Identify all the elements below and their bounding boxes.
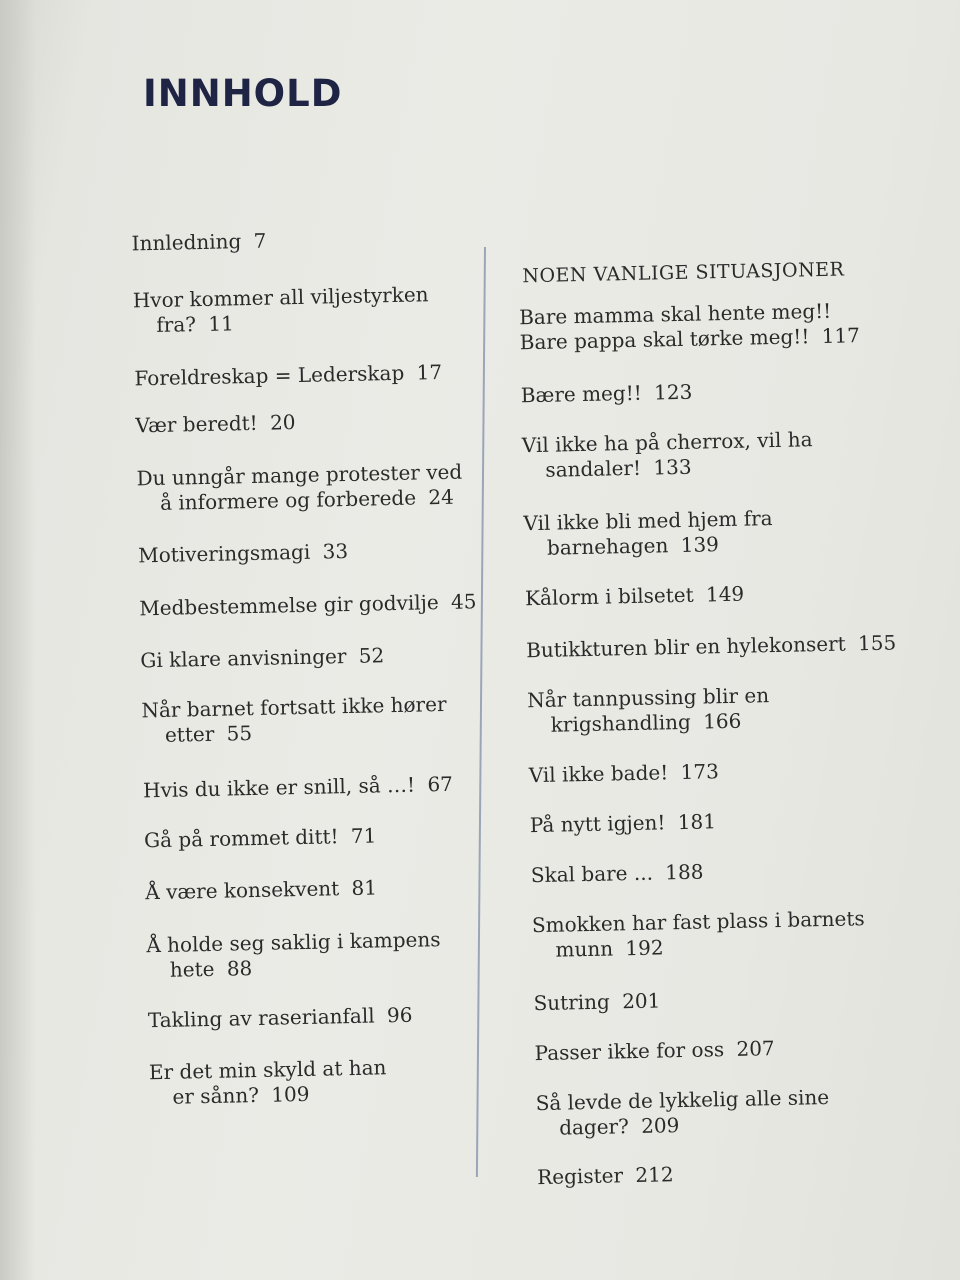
- toc-entry-title: Bære meg!! 123: [520, 379, 693, 408]
- toc-entry-title: dager? 209: [558, 1113, 680, 1140]
- toc-entry-title: etter 55: [164, 721, 253, 747]
- toc-page-number: 11: [208, 311, 235, 336]
- toc-page-number: 7: [253, 228, 267, 253]
- toc-page-number: 88: [226, 956, 253, 981]
- column-divider: [476, 247, 486, 1177]
- toc-entry-title: Takling av raserianfall 96: [147, 1002, 413, 1033]
- toc-page-number: 20: [269, 410, 296, 435]
- toc-page-number: 17: [416, 359, 443, 385]
- toc-page-number: 133: [653, 454, 692, 480]
- toc-entry-title: å informere og forberede 24: [159, 484, 455, 515]
- toc-entry-title: Er det min skyld at han: [148, 1055, 387, 1085]
- toc-entry-title: sandaler! 133: [545, 454, 692, 482]
- toc-page-number: 212: [635, 1162, 674, 1188]
- toc-entry: [532, 906, 866, 963]
- toc-page-number: 52: [358, 643, 385, 668]
- toc-page-number: 55: [226, 721, 253, 746]
- toc-entry-title: Når tannpussing blir en: [526, 683, 770, 713]
- toc-entry-title: Smokken har fast plass i barnets: [531, 906, 865, 938]
- toc-entry-title: Vil ikke bli med hjem fra: [523, 506, 773, 536]
- toc-entry-title: Kålorm i bilsetet 149: [524, 581, 745, 611]
- toc-entry-title: fra? 11: [156, 311, 235, 337]
- toc-entry: [537, 1162, 674, 1190]
- toc-entry-title: Å være konsekvent 81: [144, 875, 378, 905]
- toc-entry-title: Sutring 201: [533, 988, 661, 1016]
- toc-entry-title: Passer ikke for oss 207: [534, 1036, 775, 1066]
- toc-page-number: 123: [653, 379, 693, 405]
- toc-page-number: 81: [351, 875, 378, 900]
- toc-page-number: 109: [271, 1081, 310, 1107]
- toc-page-number: 96: [386, 1002, 413, 1028]
- toc-page-number: 201: [621, 988, 661, 1014]
- section-title: NOEN VANLIGE SITUASJONER: [522, 258, 845, 288]
- toc-entry: [521, 380, 693, 409]
- toc-entry-title: Bare mamma skal hente meg!!: [518, 298, 832, 330]
- toc-page-number: 166: [702, 708, 742, 734]
- toc-page-number: 149: [705, 581, 745, 607]
- toc-page-number: 181: [677, 809, 717, 835]
- toc-entry-title: barnehagen 139: [546, 532, 720, 560]
- toc-entry: [535, 1085, 829, 1141]
- toc-entry: [533, 988, 660, 1016]
- toc-page-number: 71: [350, 823, 377, 848]
- toc-entry-title: er sånn? 109: [172, 1081, 310, 1109]
- toc-page-number: 139: [680, 532, 720, 557]
- toc-page-number: 45: [450, 589, 477, 614]
- toc-entry-title: Vil ikke ha på cherrox, vil ha: [521, 427, 813, 458]
- page-title: INNHOLD: [143, 72, 343, 115]
- toc-entry: [529, 759, 720, 788]
- toc-entry-title: Hvor kommer all viljestyrken: [132, 282, 429, 313]
- toc-page-number: 173: [680, 759, 720, 785]
- toc-entry: [526, 630, 897, 663]
- toc-page-number: 155: [857, 630, 897, 656]
- toc-entry-title: Skal bare ... 188: [530, 859, 704, 888]
- toc-page-number: 207: [736, 1036, 775, 1061]
- toc-entry: [527, 683, 770, 738]
- toc-entry: [525, 582, 745, 612]
- toc-entry-title: Gå på rommet ditt! 71: [143, 823, 377, 853]
- toc-entry-title: Medbestemmelse gir godvilje 45: [139, 589, 477, 621]
- toc-entry-title: Når barnet fortsatt ikke hører: [141, 691, 447, 723]
- toc-entry-title: hete 88: [169, 956, 253, 982]
- toc-entry-title: krigshandling 166: [550, 708, 742, 737]
- toc-entry-title: Hvis du ikke er snill, så …! 67: [142, 771, 454, 803]
- toc-entry: [522, 427, 814, 483]
- toc-entry: [523, 506, 773, 561]
- toc-entry: [531, 860, 704, 889]
- toc-entry-title: Så levde de lykkelig alle sine: [535, 1084, 830, 1116]
- toc-entry-title: Vær beredt! 20: [135, 410, 296, 438]
- toc-entry-title: Foreldreskap = Lederskap 17: [134, 359, 443, 391]
- toc-entry: [534, 1036, 775, 1066]
- toc-entry-title: Å holde seg saklig i kampens: [146, 927, 441, 958]
- toc-entry-title: Motiveringsmagi 33: [137, 538, 349, 568]
- toc-entry-title: munn 192: [555, 935, 664, 962]
- toc-entry-title: Innledning 7: [131, 228, 267, 256]
- toc-page-number: 33: [322, 538, 349, 564]
- toc-entry-title: Bare pappa skal tørke meg!! 117: [519, 323, 861, 355]
- toc-entry-title: På nytt igjen! 181: [529, 809, 717, 838]
- toc-page-number: 209: [640, 1113, 680, 1138]
- toc-page-number: 24: [428, 484, 455, 510]
- toc-page-number: 117: [821, 323, 861, 348]
- toc-entry-title: Du unngår mange protester ved: [136, 459, 463, 491]
- toc-entry-title: Butikkturen blir en hylekonsert 155: [525, 630, 897, 663]
- toc-page-number: 192: [625, 935, 664, 961]
- toc-entry-title: Gi klare anvisninger 52: [140, 643, 385, 673]
- toc-entry: [519, 298, 860, 355]
- toc-entry: [530, 809, 717, 838]
- toc-page-number: 188: [665, 859, 704, 885]
- toc-page-number: 67: [427, 771, 454, 797]
- toc-entry-title: Register 212: [536, 1162, 674, 1190]
- toc-entry-title: Vil ikke bade! 173: [528, 759, 720, 788]
